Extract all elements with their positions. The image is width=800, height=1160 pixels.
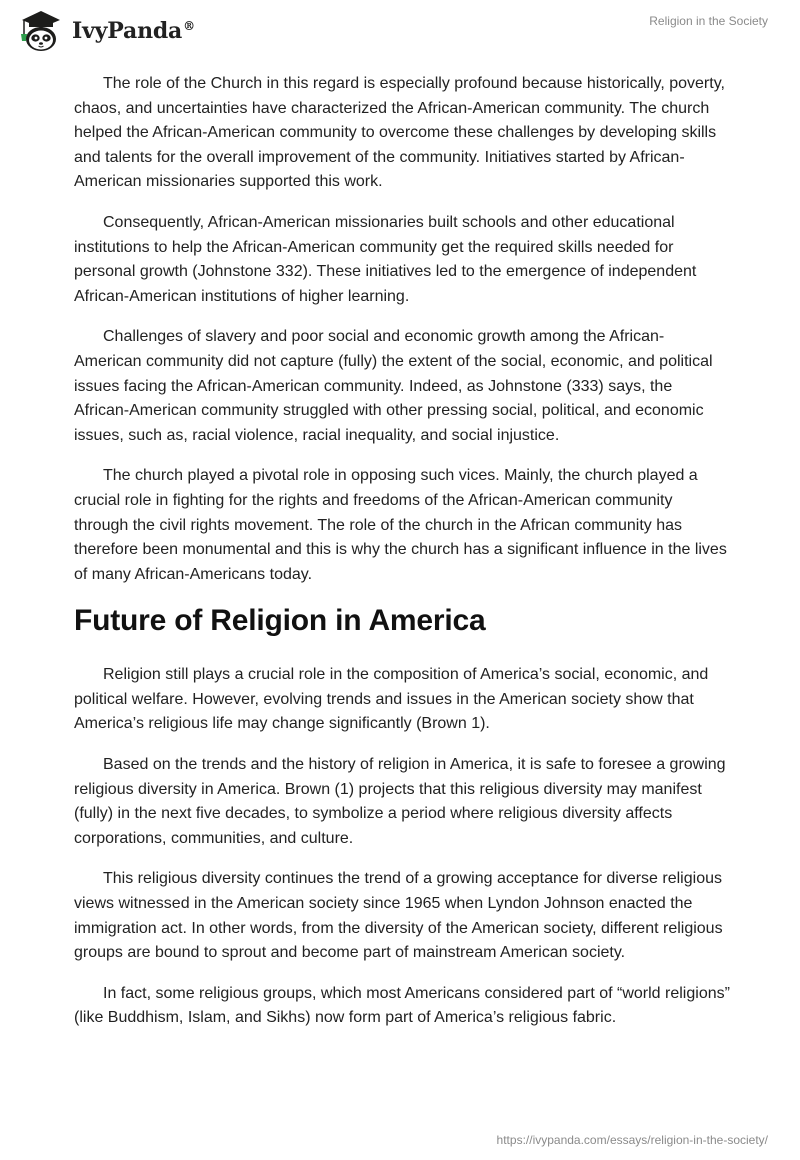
paragraph: Religion still plays a crucial role in the composition of America’s social, economic, and political welfare. However, evolving trends and issues in the American society show that America’s religious life may change significantly (Brown 1). — [74, 666, 709, 733]
logo-text: IvyPanda® — [72, 18, 195, 44]
paragraph: Challenges of slavery and poor social and economic growth among the African-American community did not capture (fully) the extent of the social, economic, and political issues facing the African-American community. Indeed, as Johnstone (333) says, the African-American community struggled with other pressing social, political, and economic issues, such as, racial violence, racial inequality, and social injustice. — [74, 328, 713, 444]
paragraph: Consequently, African-American missionaries built schools and other educational institutions to help the African-American community get the required skills needed for personal growth (Johnstone 332). These initiatives led to the emergence of independent African-American institutions of higher learning. — [74, 213, 697, 305]
paragraph: This religious diversity continues the trend of a growing acceptance for diverse religious views witnessed in the American society since 1965 when Lyndon Johnson enacted the immigration act. In other words, from the diversity of the American society, different religious groups are bound to sprout and become part of mainstream American society. — [74, 870, 723, 962]
registered-mark: ® — [183, 18, 195, 33]
paragraph: Based on the trends and the history of religion in America, it is safe to foresee a growing religious diversity in America. Brown (1) projects that this religious diversity may manifest (fully) in the next five decades, to symbolize a period where religious diversity affects corporations, communities, and culture. — [74, 756, 726, 847]
paragraph: The role of the Church in this regard is especially profound because historically, poverty, chaos, and uncertainties have characterized the African-American community. The church helped the African-American community to overcome these challenges by developing skills and talents for the overall improvement of the community. Initiatives started by African-American missionaries supported this work. — [74, 75, 725, 191]
section-heading: Future of Religion in America — [74, 604, 486, 638]
logo[interactable] — [14, 8, 195, 54]
document-title: Religion in the Society — [649, 14, 768, 28]
panda-graduation-icon — [14, 8, 68, 54]
paragraph: The church played a pivotal role in opposing such vices. Mainly, the church played a crucial role in fighting for the rights and freedoms of the African-American community through the civil rights movement. The role of the church in the African community has therefore been monumental and this is why the church has a significant influence in the lives of many African-Americans today. — [74, 467, 727, 583]
paragraph: In fact, some religious groups, which most Americans considered part of “world religions” (like Buddhism, Islam, and Sikhs) now form part of America’s religious fabric. — [74, 984, 730, 1027]
essay-content — [74, 72, 730, 1047]
source-url[interactable]: https://ivypanda.com/essays/religion-in-the-society/ — [496, 1133, 768, 1147]
page-header — [0, 0, 800, 60]
